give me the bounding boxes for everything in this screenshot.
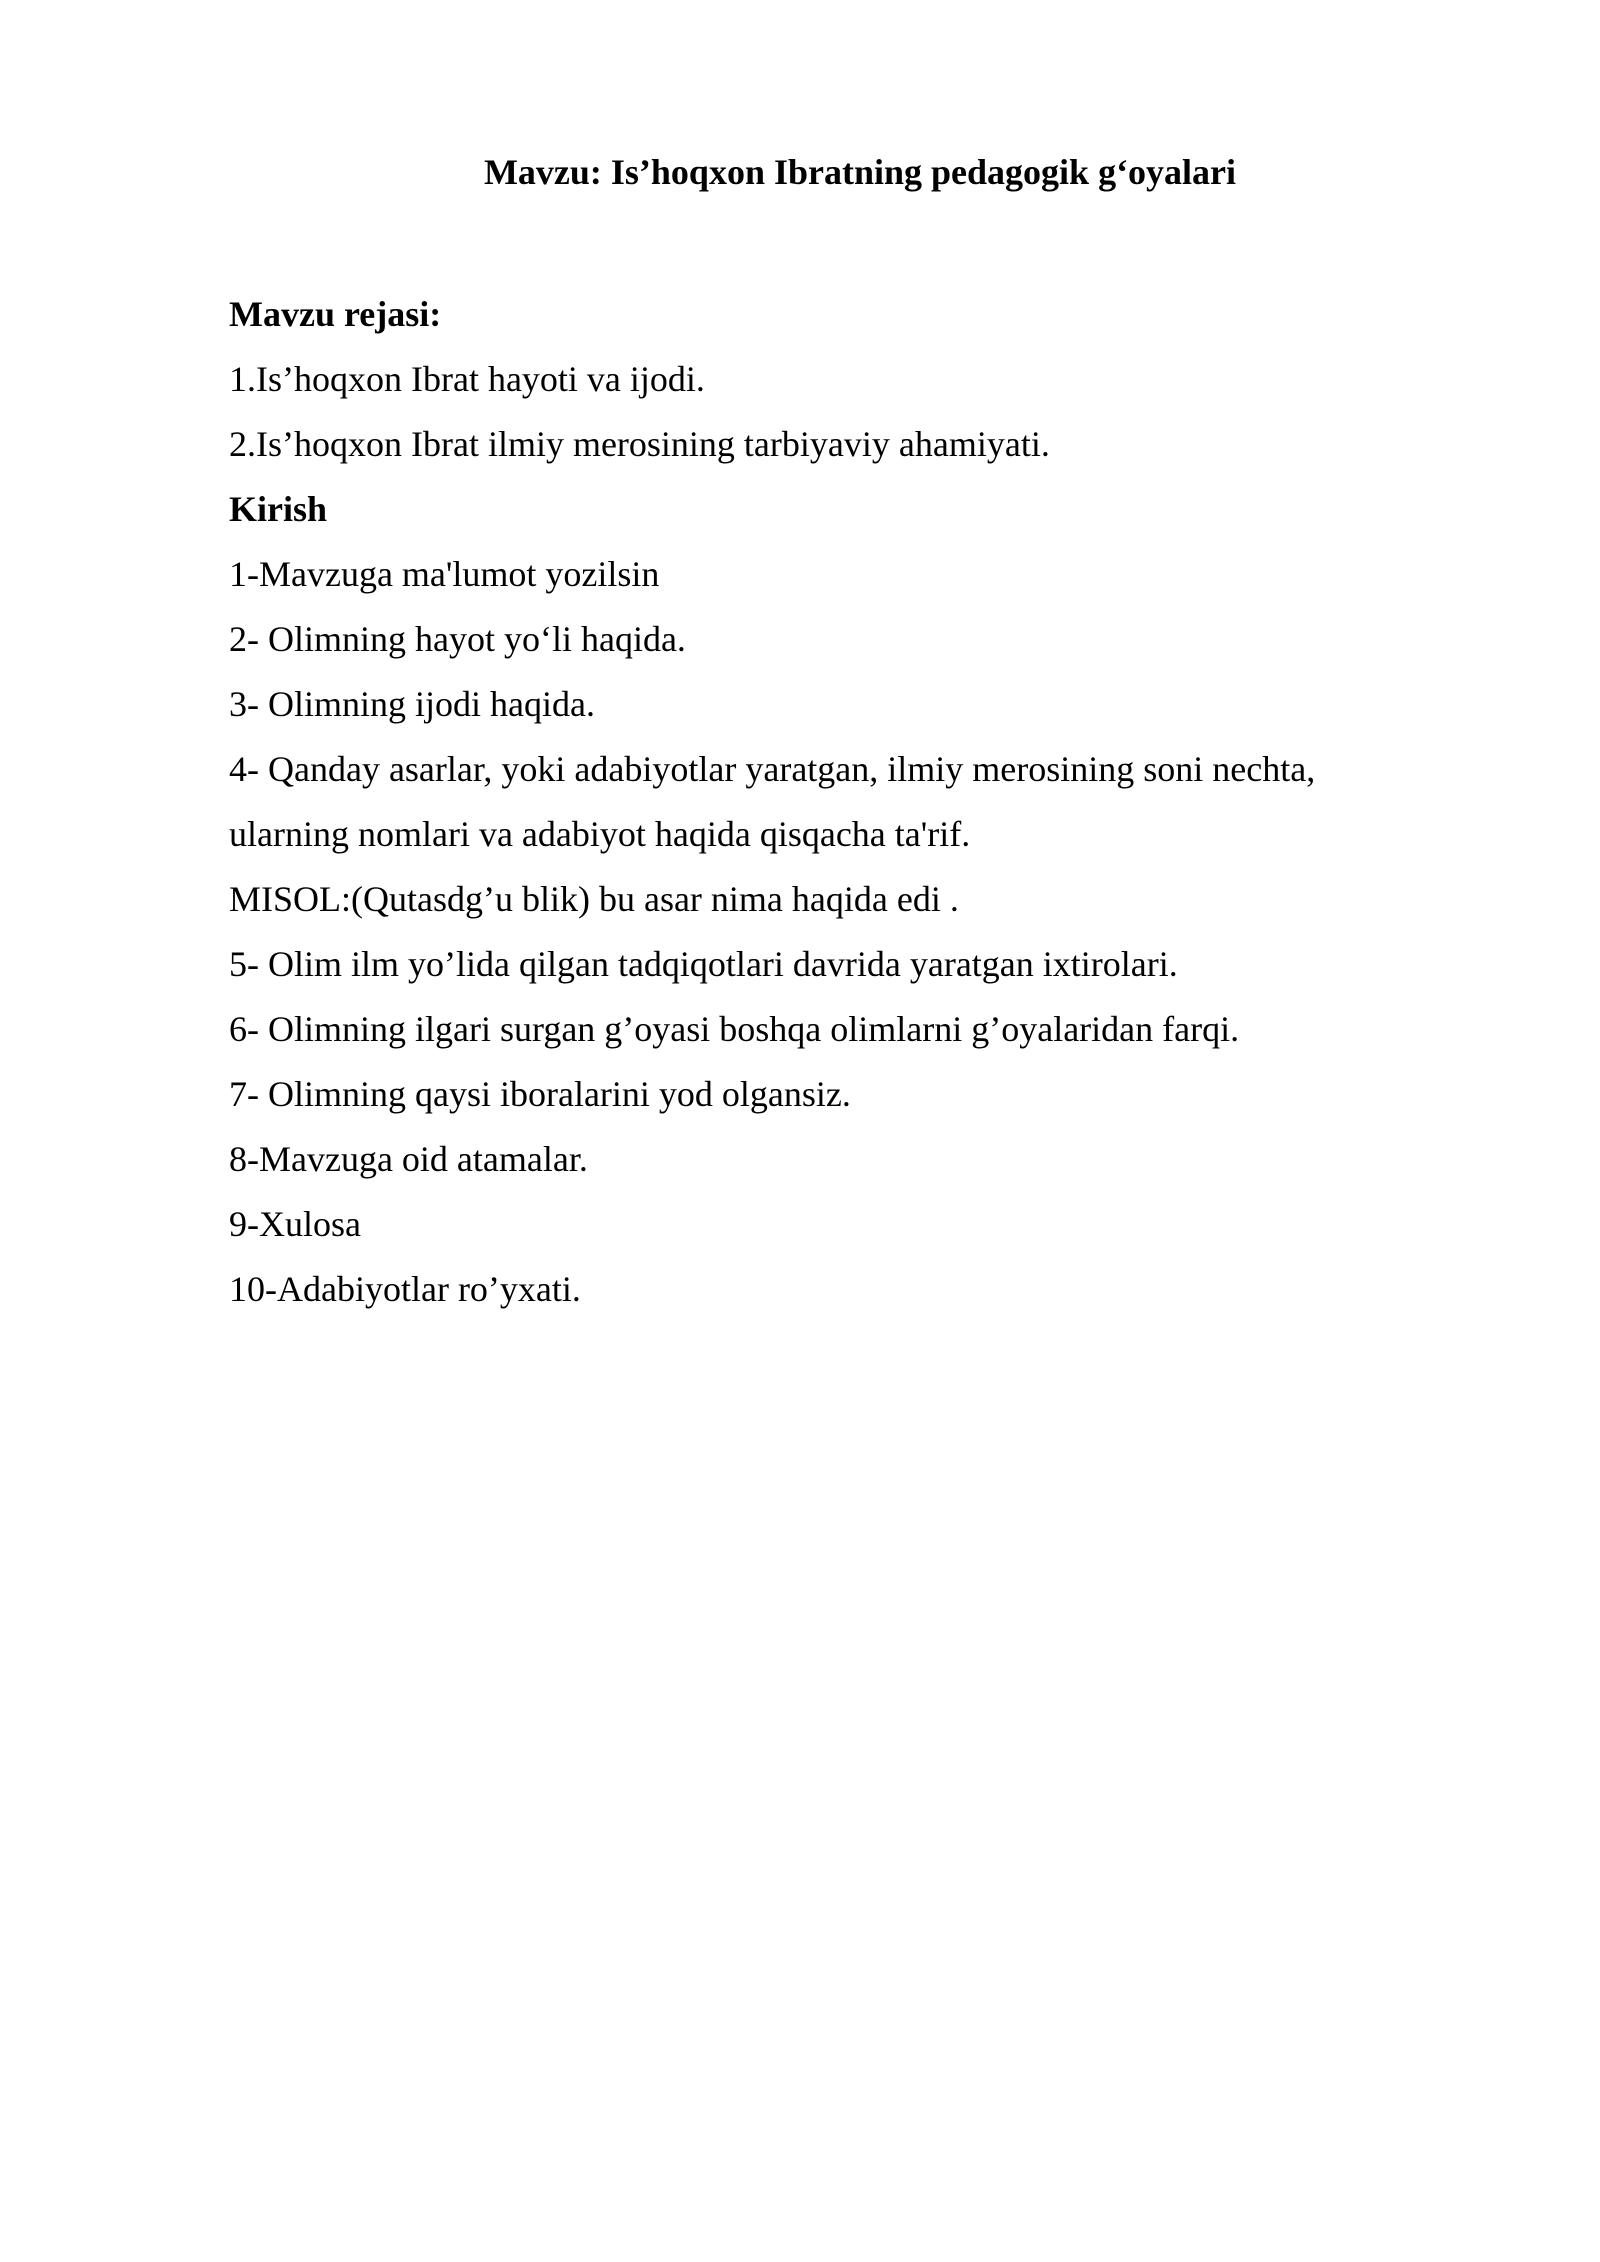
intro-item: MISOL:(Qutasdg’u blik) bu asar nima haqida edi . (229, 879, 959, 919)
intro-heading: Kirish (229, 489, 328, 529)
intro-item: ularning nomlari va adabiyot haqida qisqacha ta'rif. (229, 814, 971, 854)
intro-item: 10-Adabiyotlar ro’yxati. (229, 1269, 581, 1309)
document-title: Mavzu: Is’hoqxon Ibratning pedagogik g‘oyalari (483, 152, 1237, 192)
intro-item: 1-Mavzuga ma'lumot yozilsin (229, 554, 660, 594)
intro-item: 8-Mavzuga oid atamalar. (229, 1139, 588, 1179)
intro-item: 9-Xulosa (229, 1204, 361, 1244)
intro-item: 5- Olim ilm yo’lida qilgan tadqiqotlari davrida yaratgan ixtirolari. (229, 944, 1178, 984)
intro-item: 4- Qanday asarlar, yoki adabiyotlar yaratgan, ilmiy merosining soni nechta, (229, 749, 1316, 789)
document-body (229, 282, 1429, 1322)
intro-item: 6- Olimning ilgari surgan g’oyasi boshqa olimlarni g’oyalaridan farqi. (229, 1009, 1240, 1049)
plan-item: 2.Is’hoqxon Ibrat ilmiy merosining tarbiyaviy ahamiyati. (229, 424, 1050, 464)
intro-item: 7- Olimning qaysi iboralarini yod olgansiz. (229, 1074, 851, 1114)
intro-item: 3- Olimning ijodi haqida. (229, 684, 595, 724)
intro-item: 2- Olimning hayot yo‘li haqida. (229, 619, 686, 659)
plan-heading: Mavzu rejasi: (229, 294, 442, 334)
plan-item: 1.Is’hoqxon Ibrat hayoti va ijodi. (229, 359, 705, 399)
